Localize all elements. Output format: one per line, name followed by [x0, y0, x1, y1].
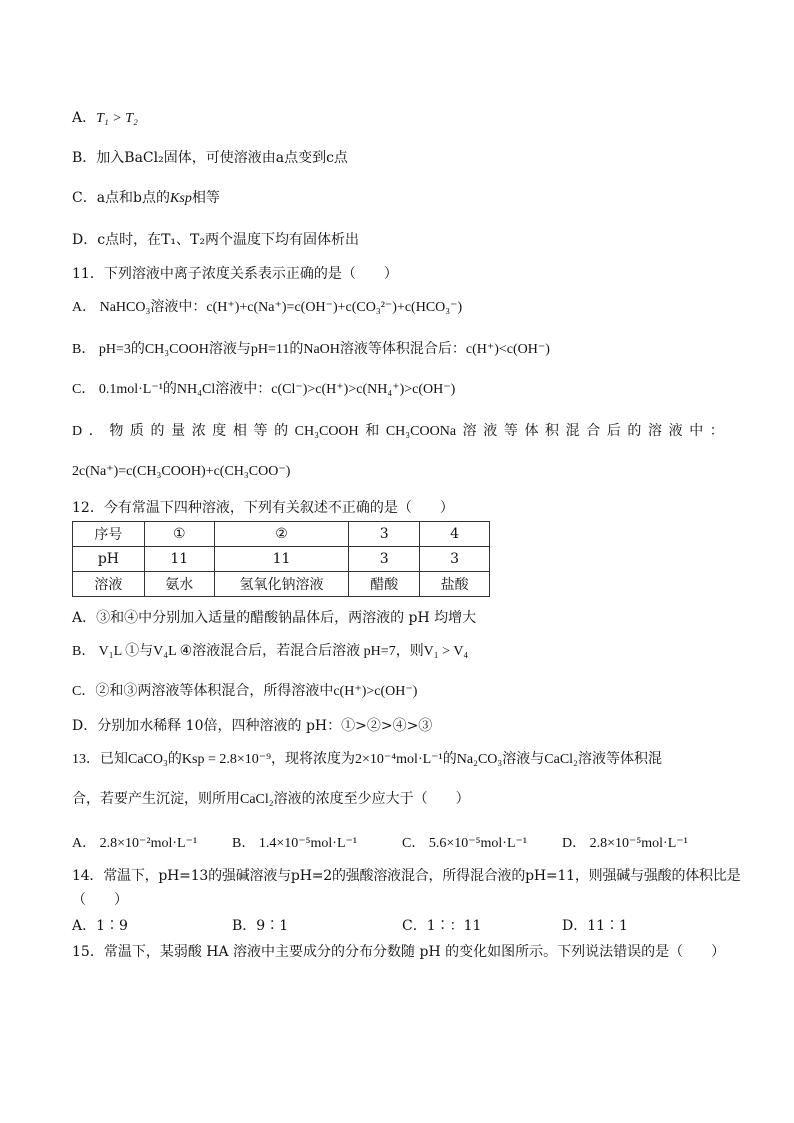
q11-option-d-line2: 2c(Na⁺)=c(CH₃COOH)+c(CH₃COO⁻) — [72, 464, 291, 479]
q14-stem-line1: 14．常温下，pH=13的强碱溶液与pH=2的强酸溶液混合，所得混合液的pH=11，则强碱与强酸的体积比是 — [72, 868, 741, 884]
q12-option-b: B． V₁L ①与V₄L ④溶液混合后，若混合后溶液 pH=7，则V₁ > V₄ — [72, 644, 469, 659]
q11-option-c: C． 0.1mol·L⁻¹的NH₄Cl溶液中：c(Cl⁻)>c(H⁺)>c(NH₄⁺)>c(OH⁻) — [72, 382, 456, 397]
table-cell: 氢氧化钠溶液 — [214, 572, 349, 597]
table-cell: 盐酸 — [420, 572, 490, 597]
table-cell: ② — [214, 522, 349, 547]
q13-option-a: A． 2.8×10⁻²mol·L⁻¹ — [72, 836, 198, 851]
q11-option-b: B． pH=3的CH₃COOH溶液与pH=11的NaOH溶液等体积混合后：c(H⁺)<c(OH⁻) — [72, 342, 550, 357]
q13-option-b: B． 1.4×10⁻⁵mol·L⁻¹ — [232, 836, 358, 851]
table-cell: 序号 — [73, 522, 145, 547]
q11-option-a: A． NaHCO₃溶液中：c(H⁺)+c(Na⁺)=c(OH⁻)+c(CO₃²⁻)+c(HCO₃⁻) — [72, 300, 463, 315]
table-cell: 4 — [420, 522, 490, 547]
table-cell: ① — [144, 522, 214, 547]
table-row — [73, 522, 490, 547]
q11-option-d-line1: D ． 物 质 的 量 浓 度 相 等 的 CH₃COOH 和 CH₃COONa 溶 液 等 体 积 混 合 后 的 溶 液 中 ： — [72, 424, 724, 439]
q14-option-b: B．9∶1 — [232, 918, 289, 934]
q12-table — [72, 521, 490, 597]
table-cell: 醋酸 — [349, 572, 420, 597]
q13-option-c: C． 5.6×10⁻⁵mol·L⁻¹ — [402, 836, 528, 851]
table-cell: pH — [73, 547, 145, 572]
table-cell: 氨水 — [144, 572, 214, 597]
q10-option-d: D．c点时，在T₁、T₂两个温度下均有固体析出 — [72, 232, 359, 248]
q12-stem: 12．今有常温下四种溶液，下列有关叙述不正确的是（ ） — [72, 500, 454, 516]
q15-stem: 15．常温下，某弱酸 HA 溶液中主要成分的分布分数随 pH 的变化如图所示。下列说法错误的是（ ） — [72, 944, 726, 960]
q13-stem-line1: 13．已知CaCO₃的Ksp = 2.8×10⁻⁹，现将浓度为2×10⁻⁴mol·L⁻¹的Na₂CO₃溶液与CaCl₂溶液等体积混 — [72, 752, 662, 767]
q14-stem-line2: （ ） — [72, 892, 128, 908]
table-row — [73, 547, 490, 572]
table-cell: 11 — [214, 547, 349, 572]
q12-option-d: D．分别加水稀释 10倍，四种溶液的 pH：①>②>④>③ — [72, 718, 433, 734]
q14-option-a: A．1∶9 — [72, 918, 128, 934]
q10-option-a-expr: T₁ > T₂ — [96, 111, 138, 126]
table-cell: 3 — [420, 547, 490, 572]
q13-option-d: D． 2.8×10⁻⁵mol·L⁻¹ — [562, 836, 688, 851]
q14-options — [72, 916, 724, 936]
q10-option-a: A．T₁ > T₂ — [72, 110, 138, 126]
table-cell: 3 — [349, 547, 420, 572]
q14-option-d: D．11∶1 — [562, 918, 628, 934]
table-cell: 溶液 — [73, 572, 145, 597]
q13-stem-line2: 合，若要产生沉淀，则所用CaCl₂溶液的浓度至少应大于（ ） — [72, 792, 470, 807]
q11-stem: 11．下列溶液中离子浓度关系表示正确的是（ ） — [72, 266, 398, 282]
table-row — [73, 572, 490, 597]
table-cell: 3 — [349, 522, 420, 547]
q10-option-b: B．加入BaCl₂固体，可使溶液由a点变到c点 — [72, 150, 348, 166]
q13-options — [72, 834, 724, 854]
q12-option-c: C．②和③两溶液等体积混合，所得溶液中c(H⁺)>c(OH⁻) — [72, 684, 418, 699]
ksp-symbol: Ksp — [170, 191, 192, 206]
q14-option-c: C．1∶：11 — [402, 918, 482, 934]
q10-option-c: C．a点和b点的Ksp相等 — [72, 190, 220, 206]
table-cell: 11 — [144, 547, 214, 572]
q12-option-a: A．③和④中分别加入适量的醋酸钠晶体后，两溶液的 pH 均增大 — [72, 610, 477, 626]
